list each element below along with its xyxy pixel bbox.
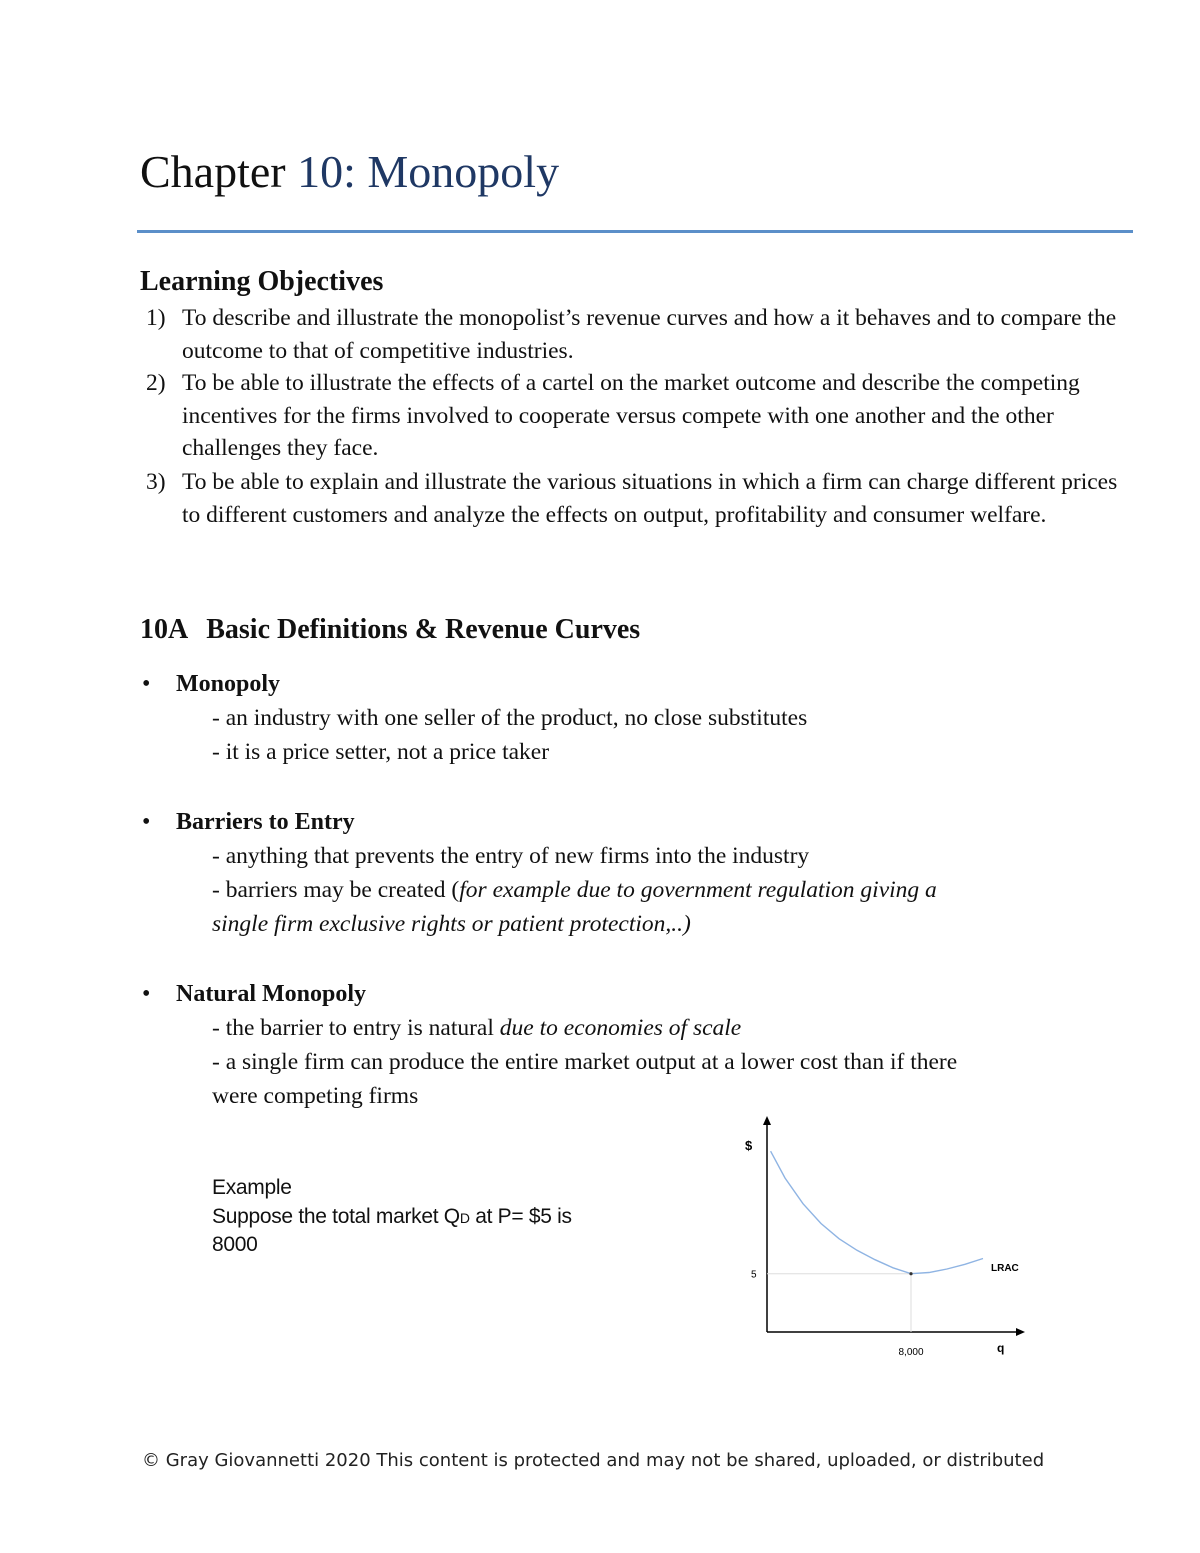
definition-text: - the barrier to entry is natural [212,1015,500,1041]
lrac-chart [735,1110,1035,1365]
definition-italic: due to economies of scale [499,1015,742,1041]
term-monopoly: Monopoly [176,671,281,697]
minimum-point [909,1272,912,1275]
definition-line: - it is a price setter, not a price taker [212,739,550,765]
definition-italic: for example due to government regulation giving a [459,877,937,903]
x-axis-arrow [1016,1328,1025,1336]
section-code: 10A [140,614,189,645]
y-axis-label: $ [745,1138,753,1153]
objective-item [140,302,1120,367]
example-text: Suppose the total market Q [212,1205,460,1228]
quantity-tick-label: 8,000 [898,1347,924,1358]
chapter-name: Monopoly [367,146,560,197]
term-barriers-to-entry: Barriers to Entry [176,809,355,835]
section-heading [140,612,640,648]
learning-objectives-heading: Learning Objectives [140,266,384,297]
example-line [212,1203,572,1232]
bullet-dot: • [142,981,151,1007]
chapter-prefix: Chapter [140,146,286,197]
example-subscript: D [459,1210,470,1226]
definition-line: - an industry with one seller of the product, no close substitutes [212,705,808,731]
objective-number: 1) [146,305,166,331]
objective-number: 2) [146,370,166,396]
copyright-footer: © Gray Giovannetti 2020 This content is protected and may not be shared, uploaded, or distributed [142,1450,1045,1471]
y-axis-arrow [763,1116,771,1125]
x-axis-label: q [997,1341,1005,1355]
lrac-curve [771,1151,983,1274]
price-tick-label: 5 [751,1269,757,1281]
definition-line [212,1011,741,1045]
definition-text: - barriers may be created ( [212,877,460,903]
objective-text: To describe and illustrate the monopolist’s revenue curves and how a it behaves and to compare the outcome to that of competitive industries. [182,305,1117,364]
example-text: at P= $5 is [469,1205,572,1228]
definition-line [212,907,691,941]
term-natural-monopoly: Natural Monopoly [176,981,367,1007]
title-divider [137,230,1133,233]
objective-number: 3) [146,469,166,495]
series-label: LRAC [991,1263,1019,1274]
objective-text: To be able to illustrate the effects of a cartel on the market outcome and describe the competing incentives for the firms involved to cooperate versus compete with one another and the other challenges they face. [182,370,1080,461]
chapter-title [140,142,559,202]
section-title: Basic Definitions & Revenue Curves [206,614,641,645]
chapter-number: 10: [297,146,356,197]
example-label: Example [212,1176,292,1199]
definition-line [212,873,937,907]
definition-line: were competing firms [212,1083,419,1109]
example-line: 8000 [212,1233,258,1256]
definition-italic: single firm exclusive rights or patient protection,..) [212,911,691,937]
objective-item [140,367,1120,465]
bullet-dot: • [142,671,151,697]
bullet-dot: • [142,809,151,835]
objective-item [140,466,1120,531]
definition-line: - a single firm can produce the entire market output at a lower cost than if there [212,1049,958,1075]
objective-text: To be able to explain and illustrate the various situations in which a firm can charge different prices to different customers and analyze the effects on output, profitability and consumer welfare. [182,469,1118,528]
definition-line: - anything that prevents the entry of new firms into the industry [212,843,810,869]
